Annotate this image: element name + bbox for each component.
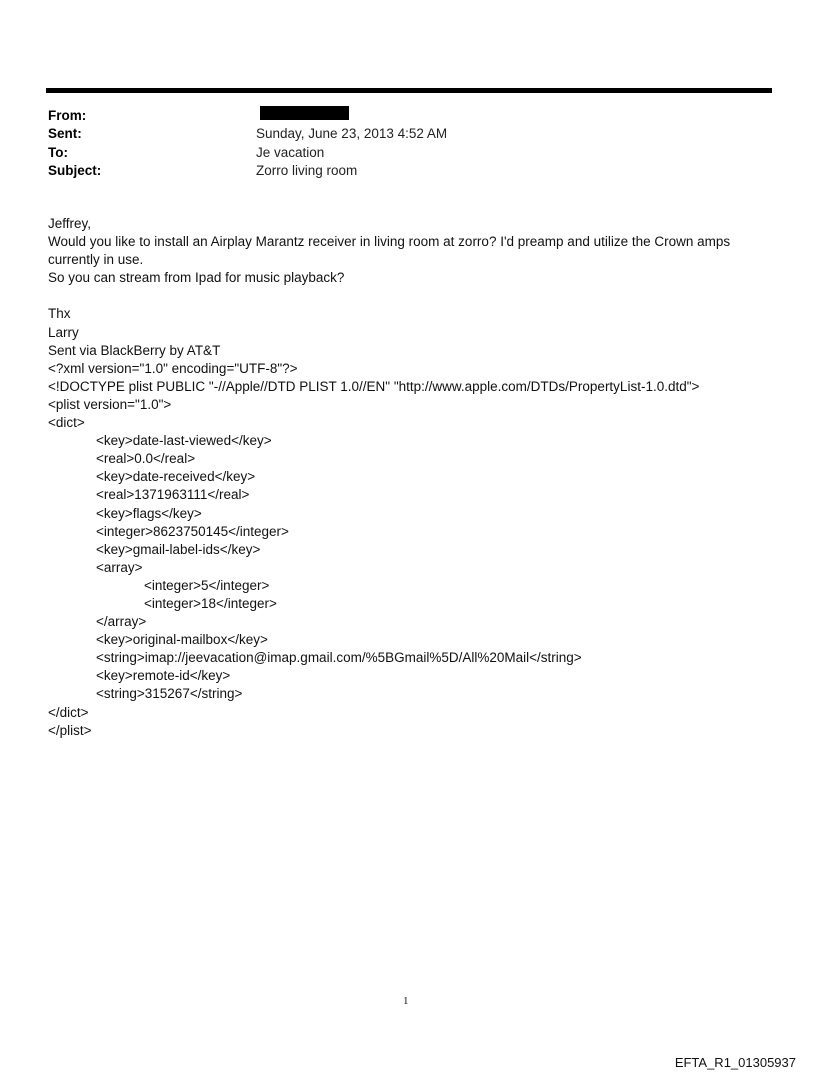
- page-number: 1: [403, 995, 409, 1007]
- message-line: So you can stream from Ipad for music playback?: [48, 270, 345, 286]
- plist-line: <key>date-received</key>: [96, 469, 256, 485]
- plist-line: </dict>: [48, 704, 89, 720]
- message-line: currently in use.: [48, 252, 144, 268]
- greeting: Jeffrey,: [48, 216, 92, 231]
- email-header: [48, 107, 748, 180]
- from-row: [48, 107, 748, 125]
- signature: Larry: [48, 324, 79, 340]
- email-body: [48, 215, 778, 740]
- plist-line: <plist version="1.0">: [48, 396, 172, 412]
- plist-line: <integer>5</integer>: [144, 577, 270, 593]
- from-label: From:: [48, 108, 87, 123]
- plist-line: <integer>8623750145</integer>: [96, 523, 289, 539]
- sent-row: [48, 125, 748, 143]
- to-label: To:: [48, 144, 68, 160]
- plist-line: <!DOCTYPE plist PUBLIC "-//Apple//DTD PLIST 1.0//EN" "http://www.apple.com/DTDs/PropertyList-1.0.dtd">: [48, 378, 700, 394]
- plist-line: <key>gmail-label-ids</key>: [96, 541, 261, 557]
- to-value: Je vacation: [256, 144, 325, 160]
- message-line: Would you like to install an Airplay Marantz receiver in living room at zorro? I'd preamp and utilize the Crown amps: [48, 234, 731, 250]
- plist-line: <string>315267</string>: [96, 686, 243, 702]
- sent-label: Sent:: [48, 126, 82, 142]
- subject-value: Zorro living room: [256, 162, 358, 178]
- plist-line: <string>imap://jeevacation@imap.gmail.com/%5BGmail%5D/All%20Mail</string>: [96, 650, 582, 666]
- plist-line: <key>date-last-viewed</key>: [96, 433, 272, 449]
- plist-line: <integer>18</integer>: [144, 595, 277, 611]
- bates-number: EFTA_R1_01305937: [674, 1055, 796, 1070]
- subject-row: [48, 162, 748, 180]
- sent-via: Sent via BlackBerry by AT&T: [48, 342, 221, 358]
- plist-line: <?xml version="1.0" encoding="UTF-8"?>: [48, 360, 298, 376]
- plist-line: <dict>: [48, 415, 85, 431]
- plist-line: <real>1371963111</real>: [96, 487, 250, 503]
- plist-line: <key>flags</key>: [96, 505, 202, 521]
- sent-value: Sunday, June 23, 2013 4:52 AM: [256, 126, 448, 142]
- subject-label: Subject:: [48, 162, 102, 178]
- thanks: Thx: [48, 306, 71, 322]
- plist-line: </plist>: [48, 722, 92, 738]
- plist-line: </array>: [96, 614, 147, 630]
- blank-line: [48, 287, 778, 305]
- plist-line: <key>original-mailbox</key>: [96, 632, 268, 648]
- plist-line: <key>remote-id</key>: [96, 668, 231, 684]
- header-divider: [46, 88, 772, 93]
- plist-line: <real>0.0</real>: [96, 451, 196, 467]
- plist-line: <array>: [96, 559, 143, 575]
- to-row: [48, 144, 748, 162]
